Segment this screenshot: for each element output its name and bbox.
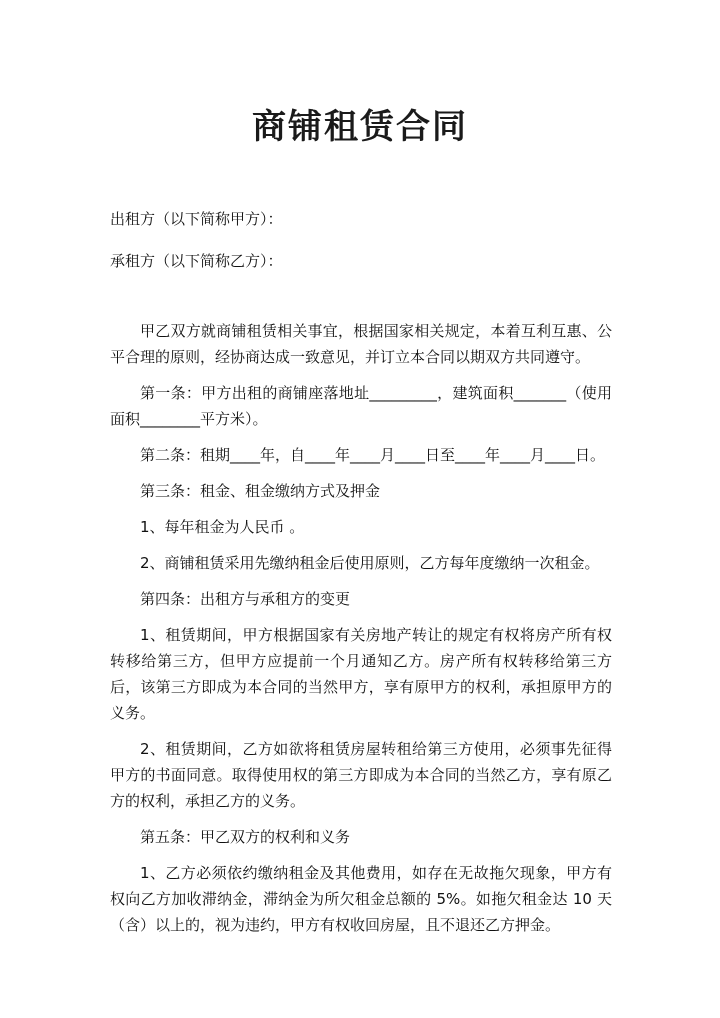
preamble-paragraph: 甲乙双方就商铺租赁相关事宜，根据国家相关规定，本着互利互惠、公平合理的原则，经协商达成一致意见，并订立本合同以期双方共同遵守。 [110,322,612,366]
spacer [110,232,612,248]
page-title: 商铺租赁合同 [252,107,468,147]
clause-2-heading: 第二条：租期____年，自____年____月____日至____年____月____日。 [140,446,606,464]
spacer [110,726,612,736]
spacer [110,576,612,586]
party-lessee-line: 承租方（以下简称乙方）： [110,252,283,270]
clause-3-item-2: 2、商铺租赁采用先缴纳租金后使用原则，乙方每年度缴纳一次租金。 [140,554,600,572]
spacer [110,468,612,478]
spacer [110,504,612,514]
spacer [110,274,612,318]
document-body [110,206,612,938]
clause-3-heading: 第三条：租金、租金缴纳方式及押金 [140,482,381,500]
spacer [110,612,612,622]
clause-4-heading: 第四条：出租方与承租方的变更 [140,590,351,608]
clause-3-item-1: 1、每年租金为人民币 。 [140,518,305,536]
clause-4-item-2: 2、租赁期间，乙方如欲将租赁房屋转租给第三方使用，必须事先征得甲方的书面同意。取得使用权的第三方即成为本合同的当然乙方，享有原乙方的权利，承担乙方的义务。 [110,740,612,810]
party-lessor-line: 出租方（以下简称甲方）： [110,210,283,228]
clause-5-item-1: 1、乙方必须依约缴纳租金及其他费用，如存在无故拖欠现象，甲方有权向乙方加收滞纳金，滞纳金为所欠租金总额的 5%。如拖欠租金达 10 天（含）以上的，视为违约，甲方有权收回房屋，且不退还乙方押金。 [110,864,612,934]
spacer [110,540,612,550]
clause-1-heading: 第一条：甲方出租的商铺座落地址_________，建筑面积_______（使用面积________平方米）。 [110,384,612,428]
spacer [110,850,612,860]
spacer [110,370,612,380]
clause-5-heading: 第五条：甲乙双方的权利和义务 [140,828,351,846]
clause-4-item-1: 1、租赁期间，甲方根据国家有关房地产转让的规定有权将房产所有权转移给第三方，但甲方应提前一个月通知乙方。房产所有权转移给第三方后，该第三方即成为本合同的当然甲方，享有原甲方的权利，承担原甲方的义务。 [110,626,612,722]
spacer [110,814,612,824]
spacer [110,432,612,442]
